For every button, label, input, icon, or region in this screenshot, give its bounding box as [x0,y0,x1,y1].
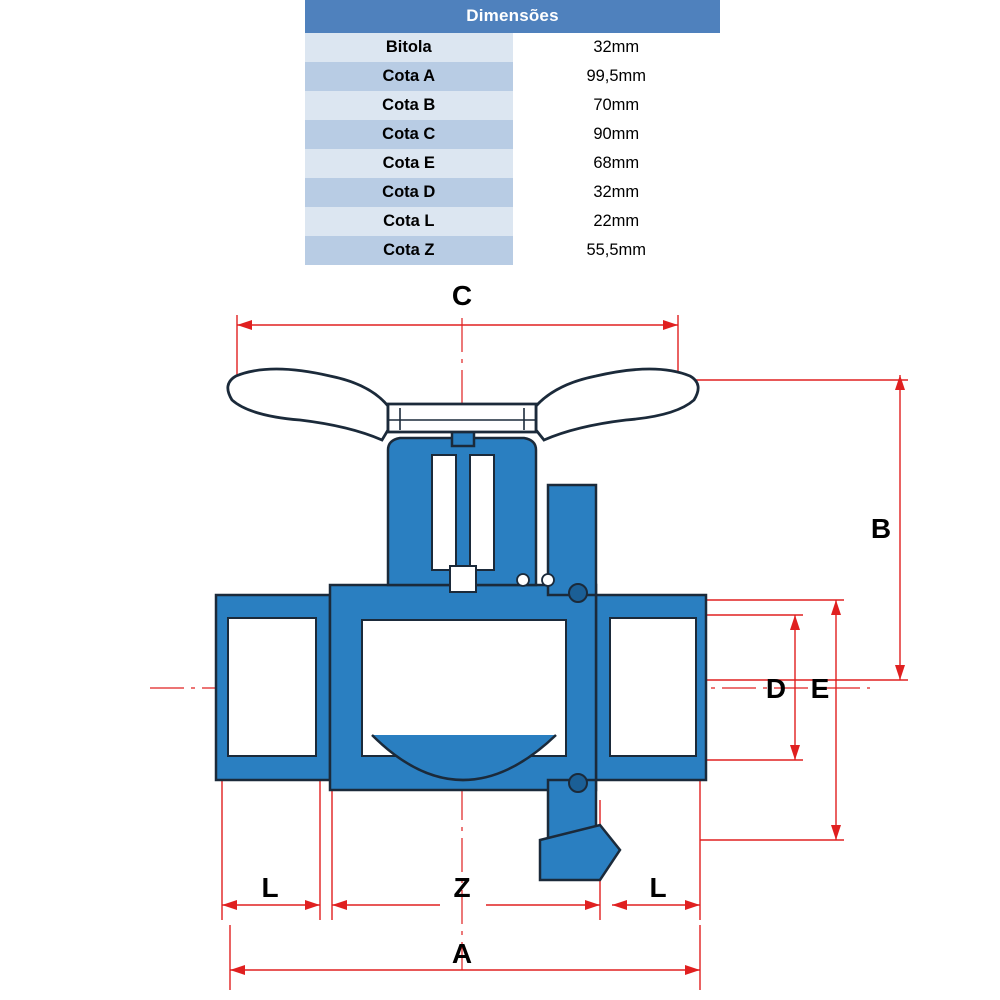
row-label-bitola: Bitola [305,33,513,62]
dimensions-table [305,0,720,265]
label-a: A [451,938,473,969]
left-bore [228,618,316,756]
union-nut-upper [548,485,596,595]
row-value-cota-b: 70mm [513,91,721,120]
dimensions-table-title: Dimensões [305,0,720,33]
table-row [305,236,720,265]
row-value-cota-e: 68mm [513,149,721,178]
row-value-cota-z: 55,5mm [513,236,721,265]
table-row [305,91,720,120]
handle-hub [388,404,536,432]
row-label-cota-z: Cota Z [305,236,513,265]
label-b: B [870,513,892,544]
table-row [305,178,720,207]
right-bore [610,618,696,756]
handle-left-wing [228,369,388,440]
row-value-cota-l: 22mm [513,207,721,236]
dimensions-table-body [305,33,720,265]
stem-square [450,566,476,592]
stem-slot-right [470,455,494,570]
valve-technical-drawing [0,280,1000,1000]
label-e: E [810,673,830,704]
row-label-cota-b: Cota B [305,91,513,120]
table-row [305,207,720,236]
seal-detail-lower [569,774,587,792]
seal-detail-upper [569,584,587,602]
row-value-cota-d: 32mm [513,178,721,207]
label-l-left: L [261,872,279,903]
row-label-cota-c: Cota C [305,120,513,149]
valve-body [216,369,706,880]
table-row [305,33,720,62]
row-label-cota-l: Cota L [305,207,513,236]
table-row [305,62,720,91]
label-d: D [765,673,787,704]
dimensions-table-head [305,0,720,33]
row-label-cota-a: Cota A [305,62,513,91]
row-label-cota-e: Cota E [305,149,513,178]
table-header-row [305,0,720,33]
row-value-cota-a: 99,5mm [513,62,721,91]
bonnet [388,438,536,585]
table-row [305,120,720,149]
label-z: Z [453,872,471,903]
row-value-cota-c: 90mm [513,120,721,149]
stem-slot [432,455,456,570]
oring-upper [542,574,554,586]
oring-upper-2 [517,574,529,586]
handle-right-wing [536,369,698,440]
label-l-right: L [649,872,667,903]
row-value-bitola: 32mm [513,33,721,62]
table-row [305,149,720,178]
label-c: C [451,280,473,311]
row-label-cota-d: Cota D [305,178,513,207]
